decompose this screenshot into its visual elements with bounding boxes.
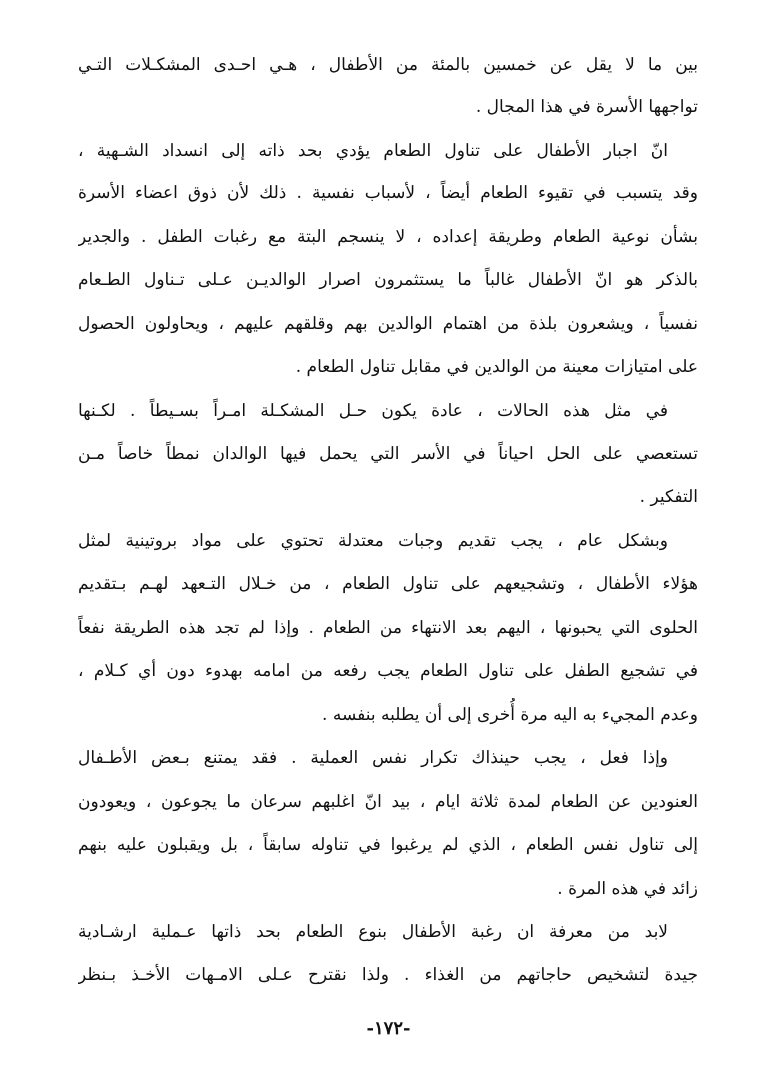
text-line: وإذا فعل ، يجب حينذاك تكرار نفس العملية . فقد يمتنع بـعض الأطـفال (78, 748, 668, 768)
text-line: وقد يتسبب في تقيوء الطعام أيضاً ، لأسباب نفسية . ذلك لأن ذوق اعضاء الأسرة (78, 183, 698, 203)
text-line: تواجهها الأسرة في هذا المجال . (475, 97, 698, 117)
text-line: في تشجيع الطفل على تناول الطعام يجب رفعه من امامه بهدوء دون أي كـلام ، (78, 661, 698, 681)
text-line: بين ما لا يقل عن خمسين بالمئة من الأطفال ، هـي احـدى المشكـلات التـي (78, 55, 698, 75)
text-line: بالذكر هو انّ الأطفال غالباً ما يستثمرون اصرار الوالديـن عـلى تـناول الطـعام (78, 270, 698, 290)
text-line: لابد من معرفة ان رغبة الأطفال بنوع الطعام بحد ذاتها عـملية ارشـادية (78, 922, 668, 942)
text-line: الحلوى التي يحبونها ، اليهم بعد الانتهاء من الطعام . وإذا لم تجد هذه الطريقة نفعاً (78, 618, 698, 638)
text-line: إلى تناول نفس الطعام ، الذي لم يرغبوا في تناوله سابقاً ، بل ويقبلون عليه بنهم (78, 835, 698, 855)
text-line: انّ اجبار الأطفال على تناول الطعام يؤدي بحد ذاته إلى انسداد الشـهية ، (78, 141, 668, 161)
page-body (78, 0, 698, 1079)
text-line: وعدم المجيء به اليه مرة أُخرى إلى أن يطلبه بنفسه . (322, 705, 698, 725)
text-line: بشأن نوعية الطعام وطريقة إعداده ، لا ينسجم البتة مع رغبات الطفل . والجدير (78, 227, 698, 247)
text-line: العنودين عن الطعام لمدة ثلاثة ايام ، بيد انّ اغلبهم سرعان ما يجوعون ، ويعودون (78, 792, 698, 812)
text-line: وبشكل عام ، يجب تقديم وجبات معتدلة تحتوي على مواد بروتينية لمثل (78, 531, 668, 551)
text-line: التفكير . (639, 487, 698, 507)
text-line: تستعصي على الحل احياناً في الأسر التي يحمل فيها الوالدان نمطاً خاصاً مـن (78, 444, 698, 464)
text-line: زائد في هذه المرة . (557, 879, 698, 899)
page-number: -١٧٢- (366, 1018, 411, 1039)
text-line: هؤلاء الأطفال ، وتشجيعهم على تناول الطعام ، من خـلال التـعهد لهـم بـتقديم (78, 574, 698, 594)
text-line: في مثل هذه الحالات ، عادة يكون حـل المشكـلة امـراً بسـيطاً . لكـنها (78, 401, 668, 421)
text-line: على امتيازات معينة من الوالدين في مقابل تناول الطعام . (295, 357, 698, 377)
text-line: نفسياً ، ويشعرون بلذة من اهتمام الوالدين بهم وقلقهم عليهم ، ويحاولون الحصول (78, 314, 698, 334)
text-line: جيدة لتشخيص حاجاتهم من الغذاء . ولذا نقترح عـلى الامـهات الأخـذ بـنظر (78, 965, 698, 985)
